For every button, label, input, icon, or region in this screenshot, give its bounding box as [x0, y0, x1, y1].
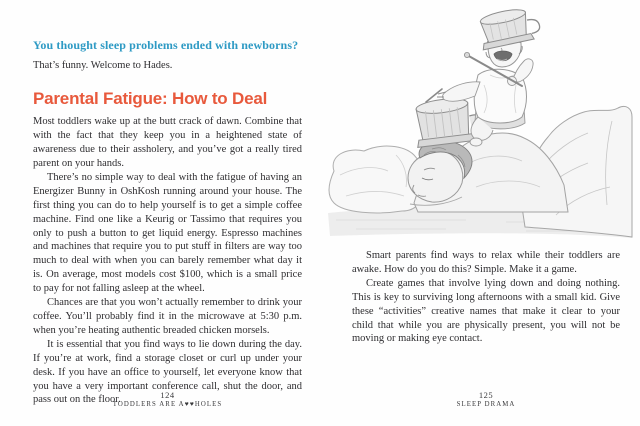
- page-number: 124: [160, 390, 175, 400]
- right-body-text: [352, 249, 620, 346]
- paragraph: Chances are that you won’t actually remember to drink your coffee. You’ll probably find it in the microwave at 5:30 p.m. when you’re heating authentic breaded chicken morsels.: [33, 297, 302, 336]
- paragraph: There’s no simple way to deal with the fatigue of having an Energizer Bunny in OshKosh running around your house. The first thing you can do to help yourself is to get a simple coffee machine. Find one like a Keurig or Tassimo that requires you only to push a button to get liquid energy. Espresso machines and machines that require you to put stuff in filters are way too much to deal with when you can barely remember what day it is. On average, most models cost $100, which is a small price to pay for not falling asleep at the wheel.: [33, 171, 302, 295]
- toddler-foot: [470, 138, 482, 146]
- running-footer-chapter-title: SLEEP DRAMA: [456, 401, 516, 408]
- illustration-toddler-drumming-on-sleeping-parent: [326, 5, 634, 245]
- lede-question: You thought sleep problems ended with newborns?: [33, 38, 299, 52]
- left-body-text: [33, 115, 302, 407]
- pot-hat: [476, 5, 542, 50]
- right-page-footer: [352, 390, 620, 409]
- lede-answer: That’s funny. Welcome to Hades.: [33, 60, 173, 71]
- paragraph: Most toddlers wake up at the butt crack of dawn. Combine that with the fact that they keep you in a heightened state of awareness due to their assholery, and you’ve got a really tired parent on your hands.: [33, 116, 302, 170]
- pot-hat-handle: [527, 18, 541, 34]
- left-page-footer: [33, 390, 302, 409]
- page-number: 125: [478, 390, 494, 400]
- running-footer-book-title: TODDLERS ARE A♥♥HOLES: [112, 401, 223, 408]
- paragraph: Smart parents find ways to relax while their toddlers are awake. How do you do this? Simple. Make it a game.: [352, 250, 620, 275]
- paragraph: It is essential that you find ways to lie down during the day. If you’re at work, find a storage closet or curl up under your desk. If you have an office to yourself, let everyone know that you have a very important conference call, shut the door, and pass out on the floor.: [33, 338, 302, 406]
- page-right: [320, 0, 640, 426]
- laughing-mouth: [494, 51, 512, 61]
- paragraph: Create games that involve lying down and doing nothing. This is key to surviving long afternoons with a small kid. Give these “activities” creative names that make it clear to your child that while you are physically present, you will not be moving or making eye contact.: [352, 277, 620, 345]
- section-title: Parental Fatigue: How to Deal: [33, 88, 268, 108]
